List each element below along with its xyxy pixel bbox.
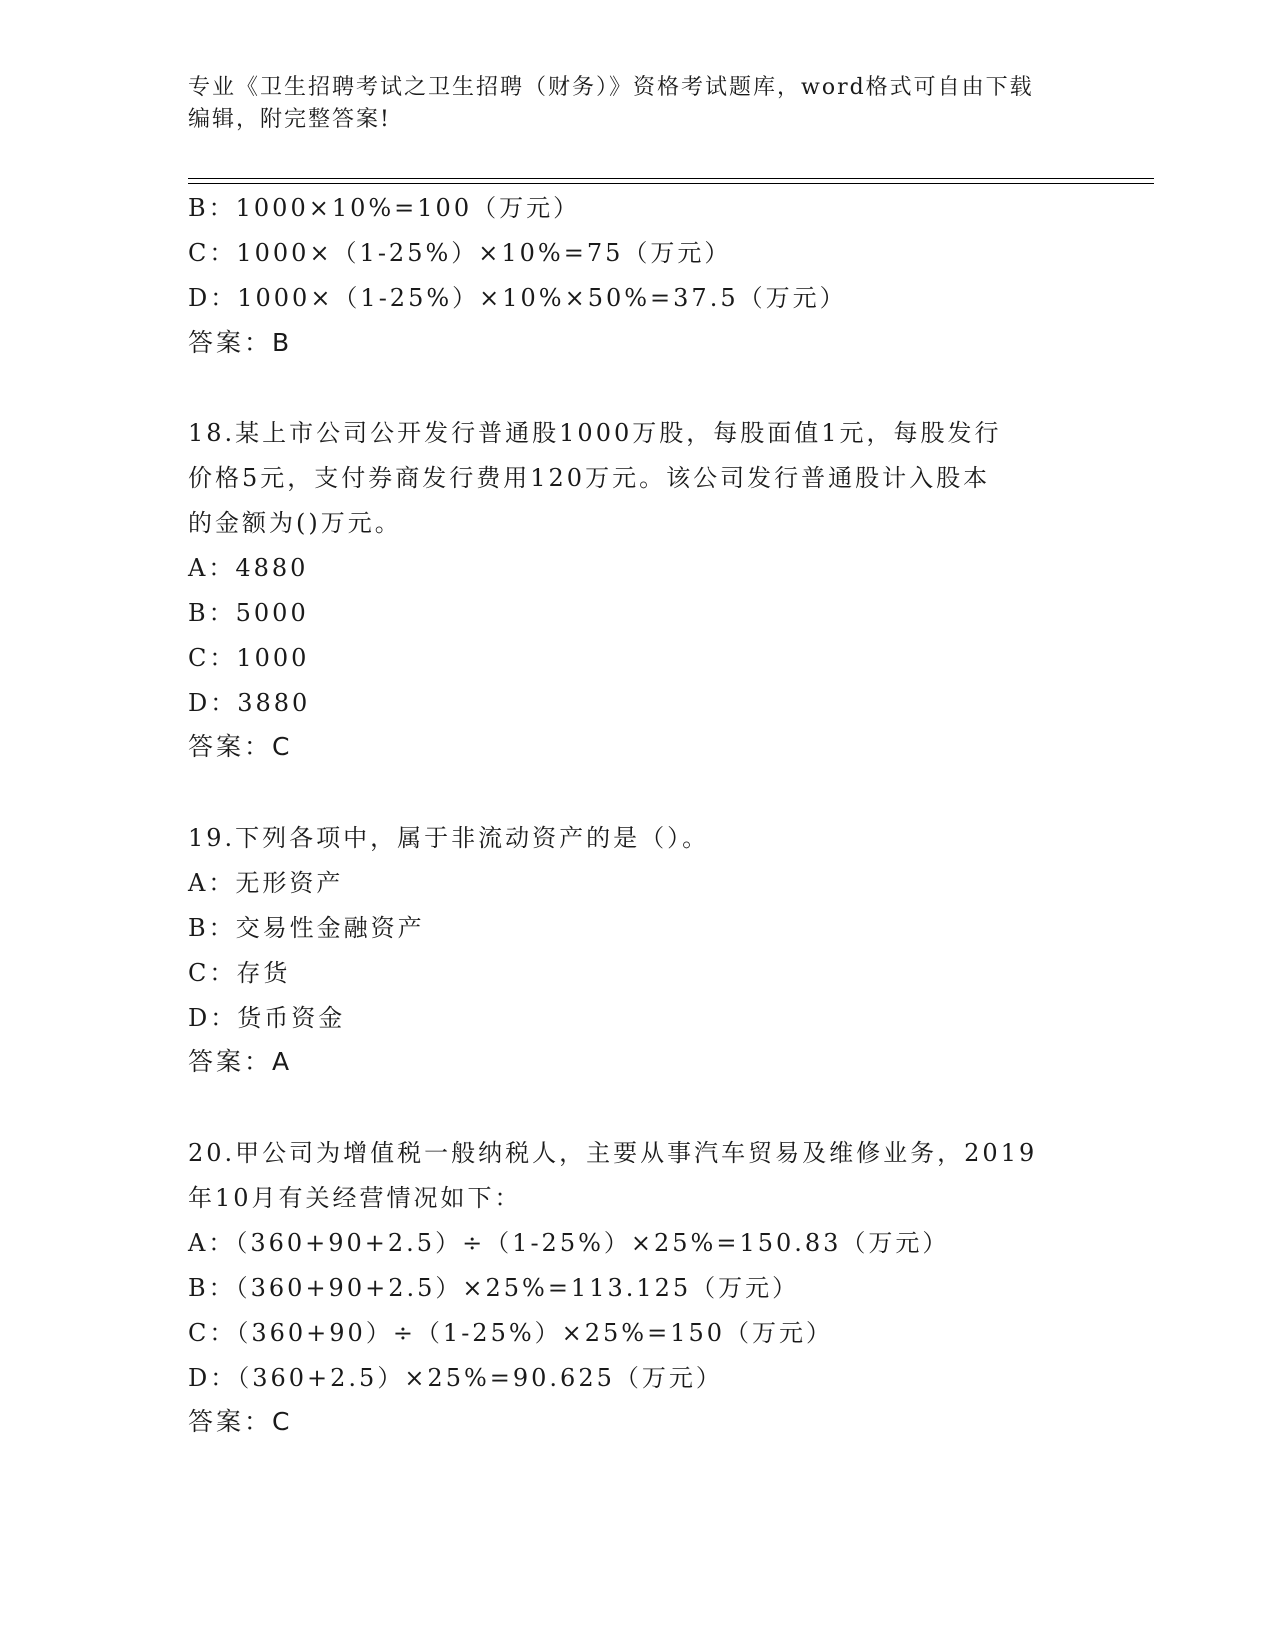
q19-option-d: D：货币资金: [188, 1004, 346, 1032]
document-header: [188, 72, 1088, 136]
q20-stem-line-2: 年10月有关经营情况如下：: [188, 1184, 522, 1212]
q17-option-d: D：1000×（1-25%）×10%×50%=37.5（万元）: [188, 284, 847, 312]
q18-option-a: A：4880: [188, 554, 309, 582]
header-line-1: 专业《卫生招聘考试之卫生招聘（财务）》资格考试题库，word格式可自由下载: [188, 75, 1034, 100]
header-divider-top: [188, 178, 1154, 179]
q18-option-b: B：5000: [188, 599, 309, 627]
q17-answer: 答案：B: [188, 328, 293, 357]
q20-answer: 答案：C: [188, 1407, 293, 1436]
q18-option-c: C：1000: [188, 644, 310, 672]
q19-option-b: B：交易性金融资产: [188, 914, 425, 942]
q18-answer: 答案：C: [188, 732, 293, 761]
q18-stem-line-3: 的金额为()万元。: [188, 509, 402, 537]
q18-stem-line-2: 价格5元，支付券商发行费用120万元。该公司发行普通股计入股本: [188, 464, 991, 492]
q17-option-c: C：1000×（1-25%）×10%=75（万元）: [188, 239, 732, 267]
q17-option-b: B：1000×10%=100（万元）: [188, 194, 581, 222]
q18-stem-line-1: 18.某上市公司公开发行普通股1000万股，每股面值1元，每股发行: [188, 419, 1002, 447]
q20-option-b: B：（360+90+2.5）×25%=113.125（万元）: [188, 1274, 800, 1302]
q19-answer: 答案：A: [188, 1047, 293, 1076]
q18-option-d: D：3880: [188, 689, 311, 717]
q19-option-c: C：存货: [188, 959, 291, 987]
header-line-2: 编辑，附完整答案!: [188, 107, 391, 132]
q20-option-d: D：（360+2.5）×25%=90.625（万元）: [188, 1364, 723, 1392]
q20-stem-line-1: 20.甲公司为增值税一般纳税人，主要从事汽车贸易及维修业务，2019: [188, 1139, 1038, 1167]
header-divider-bottom: [188, 183, 1154, 184]
q20-option-c: C：（360+90）÷（1-25%）×25%=150（万元）: [188, 1319, 834, 1347]
q19-stem-line-1: 19.下列各项中，属于非流动资产的是（）。: [188, 824, 710, 852]
q19-option-a: A：无形资产: [188, 869, 344, 897]
q20-option-a: A：（360+90+2.5）÷（1-25%）×25%=150.83（万元）: [188, 1229, 950, 1257]
